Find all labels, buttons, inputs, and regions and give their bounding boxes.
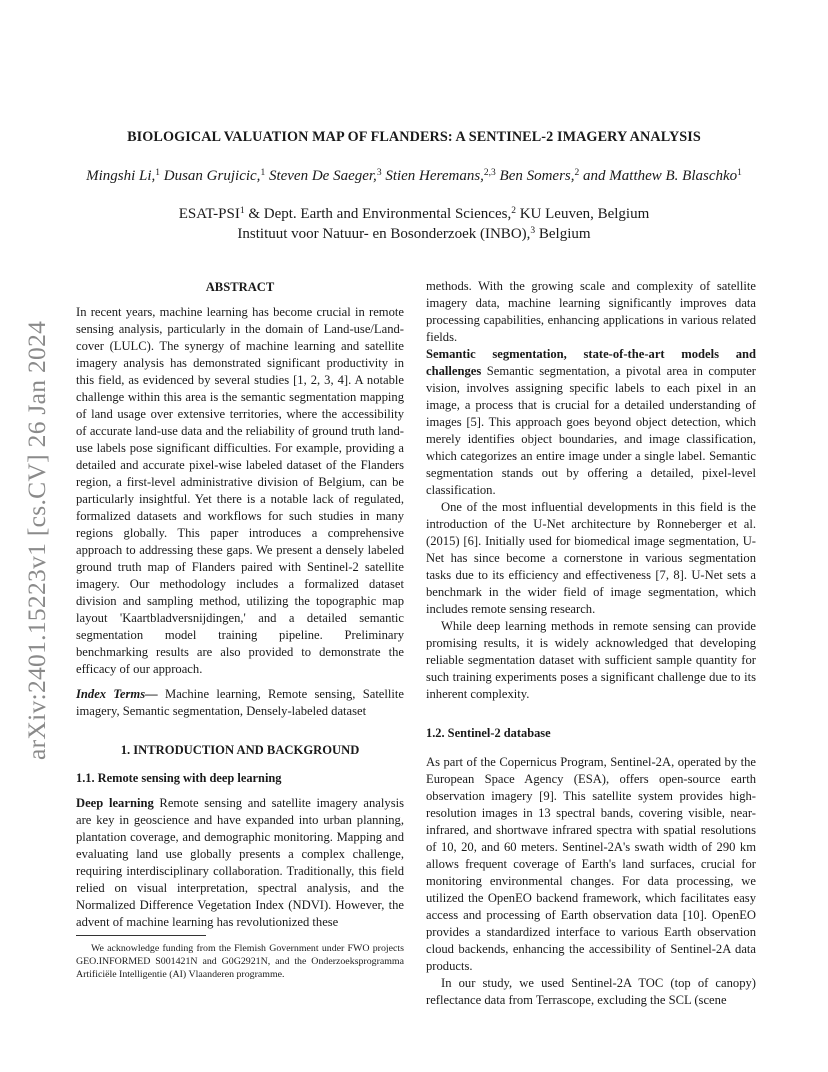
methods-continuation: methods. With the growing scale and complexity of satellite imagery data, machine learning significantly improves data processing capabilities, enhancing applications in various related fields.	[426, 279, 756, 344]
deep-learning-paragraph: Deep learning Remote sensing and satellite imagery analysis are key in geoscience and have expanded into urban planning, plantation coverage, and demographic monitoring. Mapping and evaluating land use globally presents a complex challenge, requiring interdisciplinary collaboration. Traditionally, this field relied on visual interpretation, spectral analysis, and the Normalized Difference Vegetation Index (NDVI). However, the advent of machine learning has revolutionized these	[76, 796, 404, 929]
affiliation-line-2: Instituut voor Natuur- en Bosonderzoek (INBO),$^3$ Belgium	[237, 226, 591, 242]
unet-paragraph: One of the most influential developments in this field is the introduction of the U-Net architecture by Ronneberger et al. (2015) [6]. Initially used for biomedical image segmentation, U-Net has since become a cornerstone in various segmentation tasks due to its efficiency and effectiveness [7, 8]. U-Net sets a benchmark in the wider field of image segmentation, which includes remote sensing research.	[426, 500, 756, 616]
abstract-text: In recent years, machine learning has become crucial in remote sensing analysis, particularly in the domain of Land-use/Land-cover (LULC). The synergy of machine learning and satellite imagery analysis has demonstrated significant productivity in this field, as evidenced by several studies [1, 2, 3, 4]. A notable challenge within this area is the semantic segmentation mapping of land usage over extensive territories, where the accessibility of accurate land-use data and the reliability of ground truth land-use labels pose significant difficulties. For example, providing a detailed and accurate pixel-wise labeled dataset of the Flanders region, a first-level administrative division of Belgium, can be particularly insightful. Yet there is a notable lack of regulated, formalized datasets and workflows for such studies in many regions globally. This paper introduces a comprehensive approach to addressing these gaps. We present a densely labeled ground truth map of Flanders paired with Sentinel-2 satellite imagery. Our methodology includes a formalized dataset division and sampling method, utilizing the topographic map layout 'Kaartbladversnijdingen,' and a detailed semantic segmentation model training pipeline. Preliminary benchmarking results are also provided to demonstrate the efficacy of our approach.	[76, 305, 404, 676]
funding-footnote: We acknowledge funding from the Flemish Government under FWO projects GEO.INFORMED S001421N and G0G2921N, and the Onderzoeksprogramma Artificiële Intelligentie (AI) Vlaanderen programme.	[76, 943, 404, 980]
author: Ben Somers,$^2$	[499, 168, 580, 184]
section-heading-intro: 1. INTRODUCTION AND BACKGROUND	[120, 743, 360, 757]
paper-title: BIOLOGICAL VALUATION MAP OF FLANDERS: A SENTINEL-2 IMAGERY ANALYSIS	[127, 129, 701, 145]
footnote-rule	[76, 935, 206, 936]
author: Steven De Saeger,$^3$	[268, 168, 382, 184]
subsection-heading-remote-sensing: 1.1. Remote sensing with deep learning	[76, 771, 282, 785]
author: Dusan Grujicic,$^1$	[163, 168, 266, 184]
semantic-segmentation-paragraph: Semantic segmentation, state-of-the-art models and challenges Semantic segmentation, a pivotal area in computer vision, involves assigning specific labels to each pixel in an image, a process that is crucial for a detailed understanding of images [5]. This approach goes beyond object detection, which merely identifies object boundaries, and image classification, which categorizes an entire image under a single label. Semantic segmentation stands out by offering a detailed, pixel-level classification.	[426, 347, 756, 497]
study-paragraph: In our study, we used Sentinel-2A TOC (top of canopy) reflectance data from Terrascope, excluding the SCL (scene	[426, 976, 756, 1007]
index-terms-label: Index Terms—	[76, 687, 158, 701]
abstract-heading: ABSTRACT	[205, 280, 275, 294]
affiliation-line-1: ESAT-PSI$^1$ & Dept. Earth and Environmental Sciences,$^2$ KU Leuven, Belgium	[178, 206, 650, 222]
author: Stien Heremans,$^{2,3}$	[385, 168, 496, 184]
author: Mingshi Li,$^1$	[86, 168, 161, 184]
arxiv-identifier: arXiv:2401.15223v1 [cs.CV] 26 Jan 2024	[22, 320, 51, 760]
deep-learning-remote-sensing-paragraph: While deep learning methods in remote sensing can provide promising results, it is widely acknowledged that developing reliable segmentation dataset with sufficient sample quantity for such training experiments poses a significant challenge due to its inherent complexity.	[426, 619, 756, 701]
left-column	[76, 279, 404, 931]
sentinel-paragraph: As part of the Copernicus Program, Sentinel-2A, operated by the European Space Agency (ESA), offers open-source earth observation imagery [9]. This satellite system provides high-resolution images in 13 spectral bands, covering visible, near-infrared, and shortwave infrared spectra with spatial resolutions of 10, 20, and 60 meters. Sentinel-2A's swath width of 290 km allows frequent coverage of Earth's land surfaces, crucial for monitoring environmental changes. For data processing, we utilized the OpenEO backend framework, which facilitates easy access and processing of Earth observation data [10]. OpenEO provides a standardized interface to various Earth observation cloud backends, enhancing the accessibility of Sentinel-2A data products.	[426, 755, 756, 973]
author: and Matthew B. Blaschko$^1$	[583, 168, 742, 184]
right-column	[426, 278, 756, 1009]
index-terms: Index Terms— Machine learning, Remote sensing, Satellite imagery, Semantic segmentation, Densely-labeled dataset	[76, 687, 404, 718]
author-list	[0, 168, 828, 185]
subsection-heading-sentinel: 1.2. Sentinel-2 database	[426, 726, 551, 740]
